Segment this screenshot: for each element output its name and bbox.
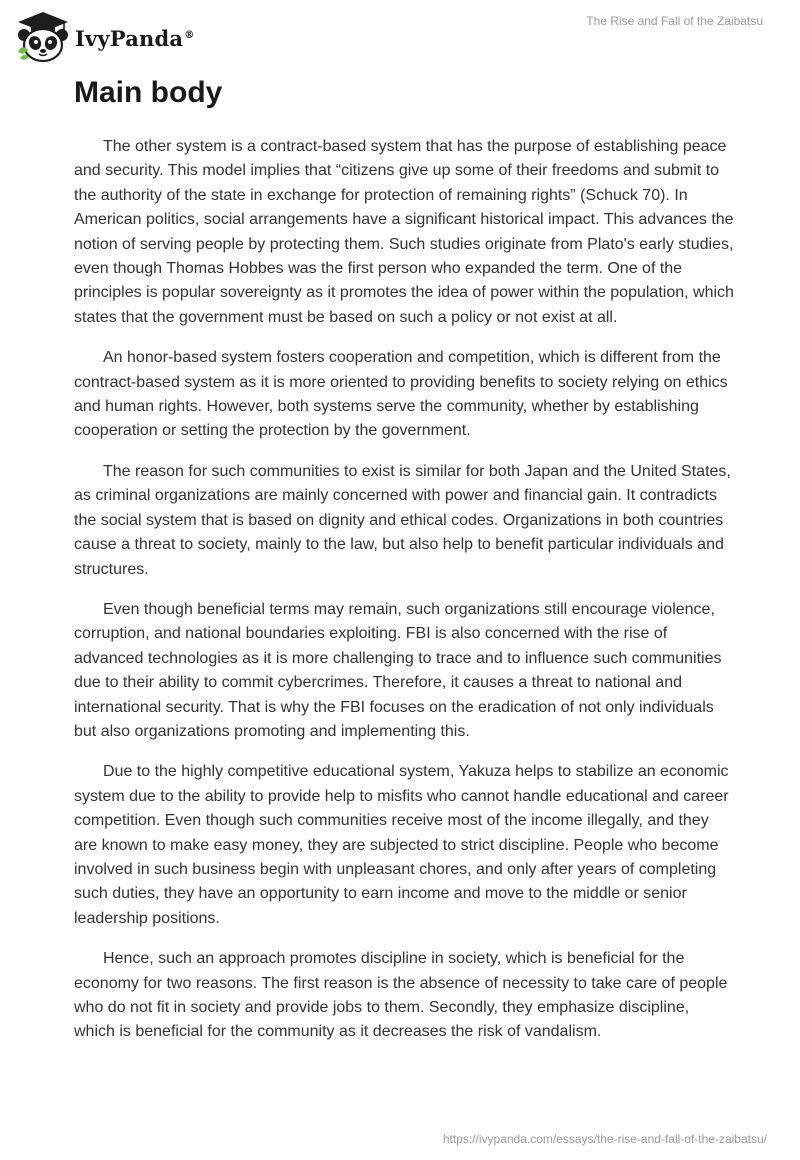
panda-graduation-cap-icon bbox=[14, 8, 72, 66]
paragraph-1: The other system is a contract-based system that has the purpose of establishing peace and security. This model implies that “citizens give up some of their freedoms and submit to the authority of the state in exchange for protection of remaining rights” (Schuck 70). In American politics, social arrangements have a significant historical impact. This advances the notion of serving people by protecting them. Such studies originate from Plato's early studies, even though Thomas Hobbes was the first person who expanded the term. One of the principles is popular sovereignty as it promotes the idea of power within the population, which states that the government must be based on such a policy or not exist at all. bbox=[74, 138, 734, 326]
paragraph-6: Hence, such an approach promotes discipline in society, which is beneficial for the economy for two reasons. The first reason is the absence of necessity to take care of people who do not fit in society and provide jobs to them. Secondly, they emphasize discipline, which is beneficial for the community as it decreases the risk of vandalism. bbox=[74, 950, 728, 1041]
registered-mark: ® bbox=[184, 29, 195, 41]
document-title: The Rise and Fall of the Zaibatsu bbox=[586, 14, 763, 28]
paragraph-5: Due to the highly competitive educational system, Yakuza helps to stabilize an economic system due to the ability to provide help to misfits who cannot handle educational and career competition. Even though such communities receive most of the income illegally, and they are known to make easy money, they are subjected to strict discipline. People who become involved in such business begin with unpleasant chores, and only after years of completing such duties, they have an opportunity to earn income and move to the middle or senior leadership positions. bbox=[74, 763, 729, 927]
main-content bbox=[74, 70, 734, 1045]
logo-text: IvyPanda® bbox=[75, 25, 195, 51]
paragraph-4: Even though beneficial terms may remain, such organizations still encourage violence, corruption, and national boundaries exploiting. FBI is also concerned with the rise of advanced technologies as it is more challenging to trace and to influence such communities due to their ability to commit cybercrimes. Therefore, it causes a threat to national and international security. That is why the FBI focuses on the eradication of not only individuals but also organizations promoting and implementing this. bbox=[74, 600, 722, 740]
section-heading: Main body bbox=[74, 76, 223, 109]
page-header bbox=[0, 0, 800, 70]
ivypanda-logo[interactable] bbox=[14, 8, 194, 66]
source-url[interactable]: https://ivypanda.com/essays/the-rise-and-fall-of-the-zaibatsu/ bbox=[442, 1132, 767, 1146]
paragraph-3: The reason for such communities to exist is similar for both Japan and the United States, as criminal organizations are mainly concerned with power and financial gain. It contradicts the social system that is based on dignity and ethical codes. Organizations in both countries cause a threat to society, mainly to the law, but also help to benefit particular individuals and structures. bbox=[74, 462, 731, 578]
paragraph-2: An honor-based system fosters cooperation and competition, which is different from the contract-based system as it is more oriented to providing benefits to society relying on ethics and human rights. However, both systems serve the community, whether by establishing cooperation or setting the protection by the government. bbox=[74, 349, 728, 440]
